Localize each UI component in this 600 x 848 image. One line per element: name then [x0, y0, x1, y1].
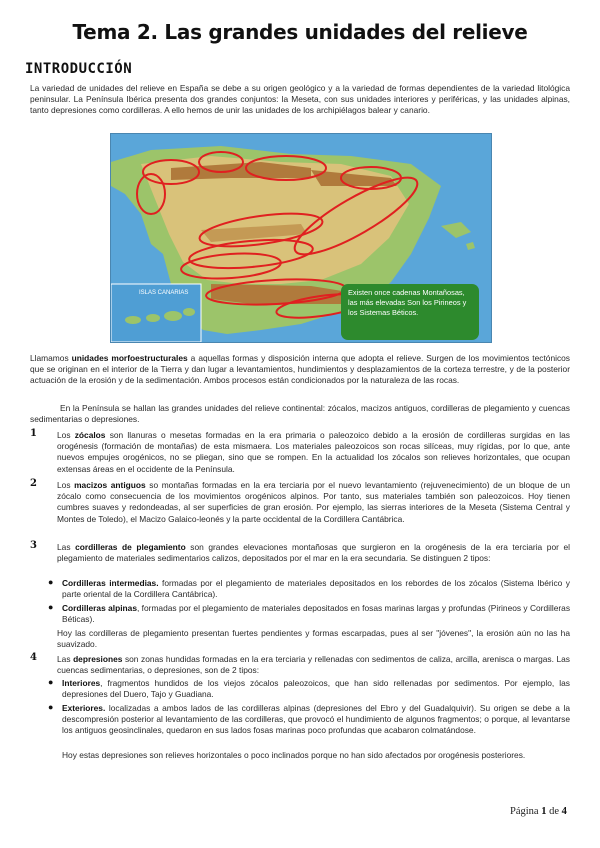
- depresiones-interiores: Interiores, fragmentos hundidos de los viejos zócalos paleozoicos, que han sido rellenadas por sedimentos. Por ejemplo, las depresiones del Duero, Tajo y Guadiana.: [62, 678, 570, 700]
- morfo-paragraph: Llamamos unidades morfoestructurales a aquellas formas y disposición interna que adopta el relieve. Surgen de los movimientos tectónicos que se originan en el interior de la Tierra y dan lugar a levantamientos, hundimientos y desplazamientos de la corteza terrestre, y de la posterior actuación de la erosión y de la sedimentación. Ambos procesos están condicionados por la naturaleza de las rocas.: [30, 353, 570, 386]
- morfo-term: unidades morfoestructurales: [71, 353, 188, 363]
- item-number-3: 3: [30, 540, 37, 551]
- peninsula-paragraph: En la Península se hallan las grandes unidades del relieve continental: zócalos, macizos antiguos, cordilleras de plegamiento y cuencas sedimentarias o depresiones.: [30, 403, 570, 425]
- relief-map: [110, 133, 492, 343]
- cordilleras-intermedias: Cordilleras intermedias. formadas por el plegamiento de materiales depositados en los rebordes de los zócalos (Sistema Ibérico y parte oriental de la Cordillera Cantábrica).: [62, 578, 570, 600]
- item-cordilleras: Las cordilleras de plegamiento son grandes elevaciones montañosas que surgieron en la orogénesis de la era terciaria por el plegamiento de materiales sedimentarios calizos, depositados por el mar en la era secundaria. Se distinguen 2 tipos:: [57, 542, 570, 564]
- item-depresiones: Las depresiones son zonas hundidas formadas en la era terciaria y rellenadas con sedimentos de caliza, arcilla, arenisca o margas. Las cuencas sedimentarias, o depresiones, son de 2 tipos:: [57, 654, 570, 676]
- item-number-4: 4: [30, 652, 37, 663]
- inset-label: ISLAS CANARIAS: [139, 290, 189, 296]
- map-caption: Existen once cadenas Montañosas, las más elevadas Son los Pirineos y los Sistemas Béticos.: [341, 284, 479, 340]
- bullet: ●: [48, 602, 54, 612]
- depresiones-note: Hoy estas depresiones son relieves horizontales o poco inclinados porque no han sido afectados por orogénesis posteriores.: [62, 750, 526, 760]
- bullet: ●: [48, 577, 54, 587]
- item-macizos: Los macizos antiguos so montañas formadas en la era terciaria por el nuevo levantamiento (rejuvenecimiento) de un bloque de un zócalo como consecuencia de los movimientos orogénicos alpinos. Por tanto, sus materiales también son paleozoicos. Hoy tienen cumbres suaves y redondeadas, al ser superficies de gran erosión. Por ejemplo, las sierras interiores de la Meseta (Sistema Central y Montes de Toledo), el Macizo Galaico-leonés y la parte occidental de la Cordillera Cantábrica.: [57, 480, 570, 524]
- page-footer: Página 1 de 4: [510, 806, 567, 817]
- section-heading: INTRODUCCIÓN: [25, 61, 133, 77]
- bullet: ●: [48, 677, 54, 687]
- cordilleras-note: Hoy las cordilleras de plegamiento presentan fuertes pendientes y formas escarpadas, pues al ser "jóvenes", la erosión aún no las ha suavizado.: [57, 628, 570, 650]
- page-title: Tema 2. Las grandes unidades del relieve: [72, 20, 528, 44]
- depresiones-exteriores: Exteriores. localizadas a ambos lados de las cordilleras alpinas (depresiones del Ebro y del Guadalquivir). Su origen se debe a la descompresión posterior al levantamiento de las cordilleras, que provocó el hundimiento de algunos fragmentos; o porque, al levantarse los antiguos geosinclinales, quedaron en sus lados fosas marinas poco profundas que acabaron colmatándose.: [62, 703, 570, 736]
- item-number-1: 1: [30, 428, 37, 439]
- item-zocalos: Los zócalos son llanuras o mesetas formadas en la era primaria o paleozoico debido a la erosión de cordilleras surgidas en las orogénesis (formación de montañas) de esta mismaera. Los materiales paleozoicos son rocas silíceas, muy rígidas, por lo que, ante nuevos empujes orogénicos, no se pliegan, sino que se rompen. En la actualidad los zócalos son relieves horizontales, que ocupan extensas áreas en el occidente de la Península.: [57, 430, 570, 474]
- cordilleras-alpinas: Cordilleras alpinas, formadas por el plegamiento de materiales depositados en fosas marinas largas y profundas (Pirineos y Cordilleras Béticas).: [62, 603, 571, 625]
- intro-paragraph: La variedad de unidades del relieve en España se debe a su origen geológico y a la variedad de formas dependientes de la variedad litológica peninsular. La Península Ibérica presenta dos grandes conjuntos: la Meseta, con sus unidades interiores y periféricas, y las unidades alpinas, tanto depresiones como cordilleras. A ello hemos de unir las unidades de los archipiélagos balear y canario.: [30, 83, 570, 116]
- item-number-2: 2: [30, 478, 37, 489]
- bullet: ●: [48, 702, 54, 712]
